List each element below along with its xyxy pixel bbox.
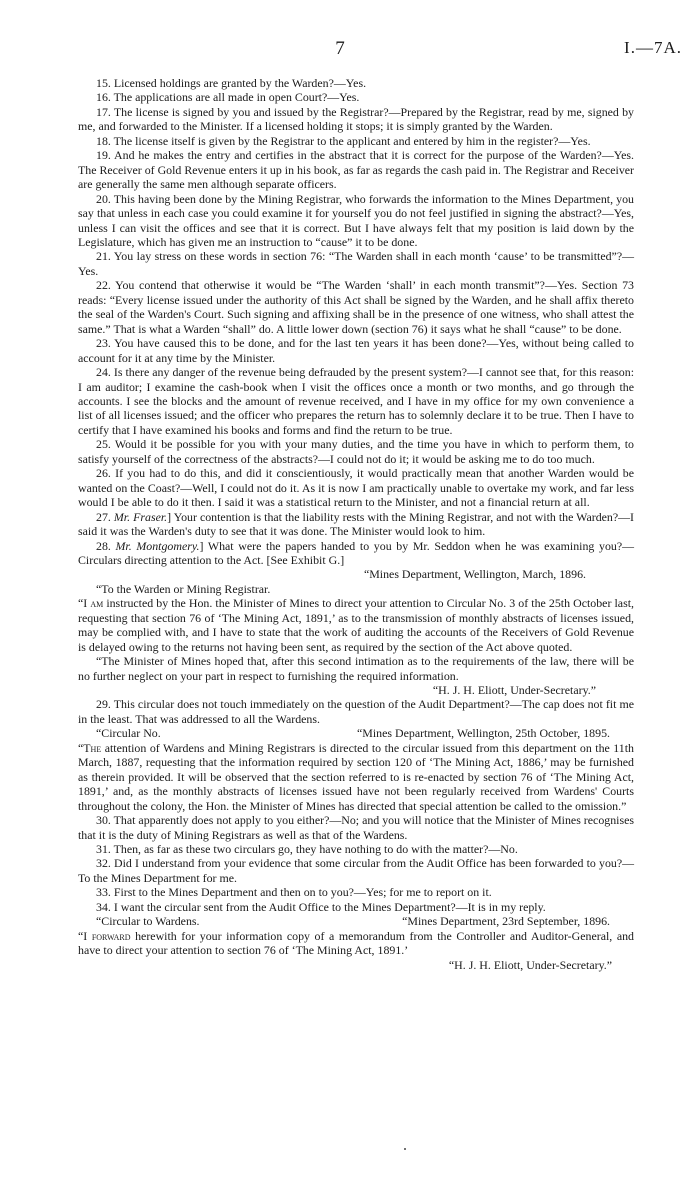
- exhibit-2-body: [78, 741, 634, 813]
- document-reference: I.—7A.: [624, 38, 682, 57]
- paragraph-27: 27. Mr. Fraser.] Your contention is that the liability rests with the Mining Registrar, and not with the Warden?—I said it was the Warden's duty to see that it was done. The Minister would look to him.: [78, 509, 634, 539]
- paragraph-18: 18. The license itself is given by the Registrar to the applicant and entered by him in the register?—Yes.: [96, 133, 591, 148]
- paragraph-31: 31. Then, as far as these two circulars go, they have nothing to do with the matter?—No.: [96, 842, 518, 857]
- paragraph-15: 15. Licensed holdings are granted by the Warden?—Yes.: [96, 76, 367, 90]
- paragraph-33: 33. First to the Mines Department and then on to you?—Yes; for me to report on it.: [96, 885, 492, 900]
- exhibit-1-dateline: “Mines Department, Wellington, March, 1896.: [363, 567, 586, 582]
- exhibit-1-signature: “H. J. H. Eliott, Under-Secretary.”: [432, 683, 596, 698]
- paragraph-28-text: What were the papers handed to you by Mr. Seddon when he was examining you?—Circulars directing attention to the Act. [See Exhibit G.]: [78, 538, 634, 567]
- exhibit-1-opening: “I am: [78, 596, 104, 611]
- paragraph-29: 29. This circular does not touch immediately on the question of the Audit Department?—The cap does not fit me in the least. That was addressed to all the Wardens.: [78, 697, 634, 726]
- speaker-label: Mr. Fraser.: [113, 509, 168, 524]
- paragraph-32: 32. Did I understand from your evidence that some circular from the Audit Office has been forwarded to you?—To the Mines Department for me.: [78, 856, 634, 885]
- exhibit-1-address: “To the Warden or Mining Registrar.: [96, 581, 271, 596]
- paragraph-21: 21. You lay stress on these words in section 76: “The Warden shall in each month ‘cause’ to be transmitted”?—Yes.: [78, 249, 634, 278]
- paragraph-26: 26. If you had to do this, and did it conscientiously, it would practically mean that another Warden would be wanted on the Coast?—Well, I could not do it. As it is now I am practically unable to overtake my work, and far less would I be able to do it then. I said it was a statistical return to the Minister, and not a financial return at all.: [78, 466, 634, 510]
- exhibit-2-dateline: “Mines Department, Wellington, 25th October, 1895.: [357, 726, 610, 741]
- exhibit-3-circular-label: “Circular to Wardens.: [96, 914, 200, 929]
- exhibit-2-text: attention of Wardens and Mining Registrars is directed to the circular issued from this department on the 11th March, 1887, requesting that the information required by section 120 of ‘The Mining Act, 1886,’ may be furnished as therein provided. It will be observed that the section referred to is re-enacted by section 76 of ‘The Mining Act, 1891,’ and, as the monthly abstracts of licenses issued have not been regularly received from Wardens' Courts throughout the colony, the Hon. the Minister of Mines has directed that special attention be called to the omission.”: [78, 740, 634, 813]
- paragraph-28: 28. Mr. Montgomery.] What were the papers handed to you by Mr. Seddon when he was examining you?—Circulars directing attention to the Act. [See Exhibit G.]: [78, 538, 634, 567]
- speaker-label: Mr. Montgomery.: [115, 538, 200, 553]
- exhibit-2-opening: “The: [78, 740, 102, 755]
- exhibit-3-signature: “H. J. H. Eliott, Under-Secretary.”: [448, 957, 612, 972]
- exhibit-3-body: [78, 929, 634, 958]
- exhibit-3-text: herewith for your information copy of a memorandum from the Controller and Auditor-General, and have to direct your attention to section 76 of ‘The Mining Act, 1891.’: [78, 928, 635, 958]
- print-mark: [404, 1148, 406, 1150]
- paragraph-27-text: Your contention is that the liability rests with the Mining Registrar, and not with the Warden?—I said it was the Warden's duty to see that it was done. The Minister would look to him.: [78, 509, 634, 539]
- paragraph-23: 23. You have caused this to be done, and for the last ten years it has been done?—Yes, without being called to account for it at any time by the Minister.: [78, 336, 634, 365]
- exhibit-3-dateline: “Mines Department, 23rd September, 1896.: [402, 914, 610, 929]
- paragraph-20: 20. This having been done by the Mining Registrar, who forwards the information to the Mines Department, you say that unless in each case you could examine it for yourself you do not feel justified in signing the abstract?—Yes, unless I can visit the offices and see that it is correct. But I have always felt that my position is laid down by the Legislature, which has given me an instruction to “cause” it to be done.: [78, 191, 634, 249]
- paragraph-34: 34. I want the circular sent from the Audit Office to the Mines Department?—It is in my reply.: [96, 899, 546, 914]
- exhibit-3-opening: “I forward: [78, 928, 131, 943]
- paragraph-24: 24. Is there any danger of the revenue being defrauded by the present system?—I cannot see that, for this reason: I am auditor; I examine the cash-book when I visit the offices once a month or two months, and go through the accounts. I see the blocks and the amount of revenue received, and I have in my office for my own convenience a list of all licenses issued; and the officer who prepares the return has to solemnly declare it to be true. Then I have to certify that I have examined his books and forms and find the return to be true.: [78, 365, 634, 437]
- exhibit-2-circular-label: “Circular No.: [96, 726, 161, 741]
- paragraph-19: 19. And he makes the entry and certifies in the abstract that it is correct for the purpose of the Warden?—Yes. The Receiver of Gold Revenue enters it up in his book, as far as regards the cash paid in. The Registrar and Receiver are generally the same men although separate officers.: [78, 148, 634, 192]
- page-number: 7: [335, 38, 345, 59]
- paragraph-30: 30. That apparently does not apply to you either?—No; and you will notice that the Minister of Mines recognises that it is the duty of Mining Registrars as well as that of the Wardens.: [78, 813, 634, 842]
- exhibit-1-body: [78, 596, 634, 654]
- exhibit-2-heading: [78, 726, 634, 740]
- paragraph-25: 25. Would it be possible for you with your many duties, and the time you have in which to perform them, to satisfy yourself of the correctness of the abstracts?—I could not do it; it would be asking me to do too much.: [78, 437, 634, 466]
- document-body: [78, 76, 634, 972]
- exhibit-1-text: instructed by the Hon. the Minister of Mines to direct your attention to Circular No. 3 of the 25th October last, requesting that section 76 of ‘The Mining Act, 1891,’ as to the transmission of monthly abstracts of licenses issued, may be complied with, and I have to state that the work of auditing the accounts of the Receivers of Gold Revenue is delayed owing to the returns not having been sent, as required by the section of the Act above quoted.: [78, 596, 634, 654]
- exhibit-1-body-2: “The Minister of Mines hoped that, after this second intimation as to the requirements of the law, there will be no further neglect on your part in respect to furnishing the required information.: [78, 654, 634, 683]
- exhibit-3-heading: [78, 914, 634, 928]
- paragraph-17: 17. The license is signed by you and issued by the Registrar?—Prepared by the Registrar, read by me, signed by me, and forwarded to the Minister. If a licensed holding it stops; it is simply granted by the Warden.: [78, 104, 634, 134]
- paragraph-22: 22. You contend that otherwise it would be “The Warden ‘shall’ in each month transmit”?—Yes. Section 73 reads: “Every license issued under the authority of this Act shall be signed by the Warden, and he shall affix thereto the seal of the Warden's Court. Such signing and affixing shall be in the presence of one witness, who shall attest the same.” That is what a Warden “shall” do. A little lower down (section 76) it says what he shall “cause” to be done.: [78, 278, 634, 336]
- paragraph-16: 16. The applications are all made in open Court?—Yes.: [96, 90, 360, 105]
